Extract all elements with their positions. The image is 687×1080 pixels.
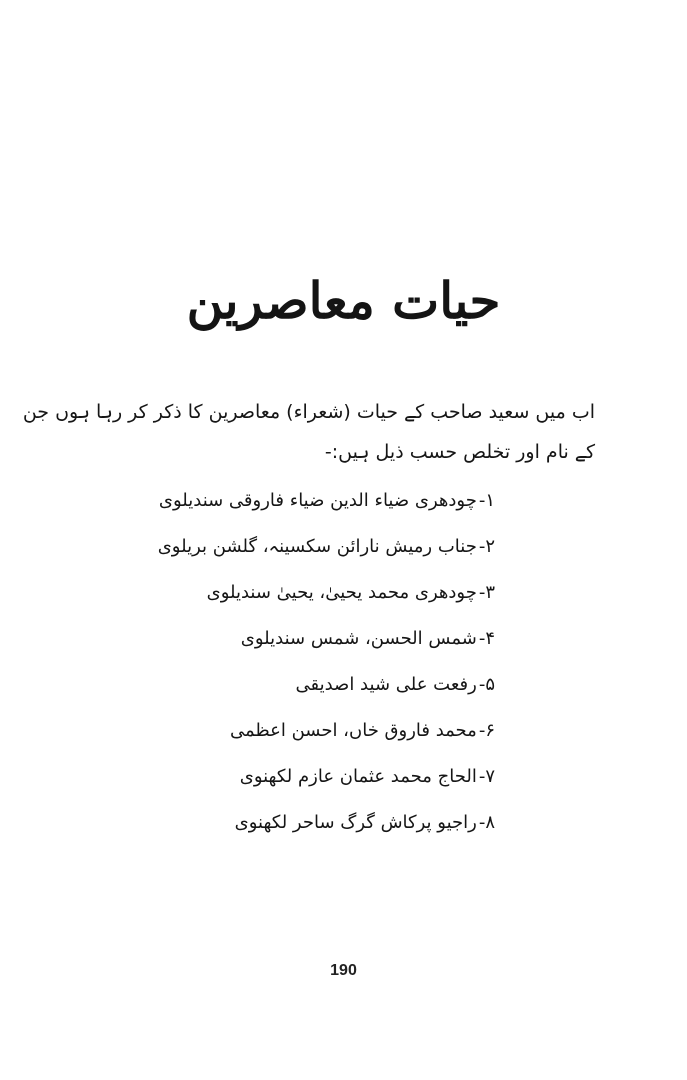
list-item	[95, 754, 495, 800]
list-item	[95, 524, 495, 570]
list-item-text: راجیو پرکاش گرگ ساحر لکھنوی	[234, 812, 477, 833]
list-item-number: ۲-	[478, 536, 495, 557]
intro-paragraph	[22, 392, 595, 472]
list-item	[95, 708, 495, 754]
list-item	[95, 662, 495, 708]
list-item	[95, 616, 495, 662]
list-item-text: جناب رمیش نارائن سکسینہ، گلشن بریلوی	[157, 536, 477, 557]
list-item-number: ۸-	[478, 812, 495, 833]
list-item	[95, 478, 495, 524]
poets-list	[95, 478, 495, 846]
list-item-number: ۳-	[478, 582, 495, 603]
page-title: حیات معاصرین	[186, 271, 501, 330]
list-item-text: شمس الحسن، شمس سندیلوی	[240, 628, 477, 649]
list-item-number: ۷-	[478, 766, 495, 787]
list-item-text: چودھری ضیاء الدین ضیاء فاروقی سندیلوی	[158, 490, 477, 511]
list-item	[95, 570, 495, 616]
list-item	[95, 800, 495, 846]
page-number: 190	[330, 962, 357, 979]
intro-line-2: کے نام اور تخلص حسب ذیل ہیں:-	[324, 441, 595, 463]
list-item-text: محمد فاروق خاں، احسن اعظمی	[229, 720, 477, 741]
list-item-text: الحاج محمد عثمان عازم لکھنوی	[239, 766, 477, 787]
list-item-number: ۱-	[478, 490, 495, 511]
list-item-text: چودھری محمد یحییٰ، یحییٰ سندیلوی	[206, 582, 477, 603]
list-item-number: ۵-	[478, 674, 495, 695]
list-item-number: ۶-	[478, 720, 495, 741]
intro-line-1: اب میں سعید صاحب کے حیات (شعراء) معاصرین کا ذکر کر رہا ہوں جن	[22, 401, 595, 423]
list-item-number: ۴-	[478, 628, 495, 649]
list-item-text: رفعت علی شید اصدیقی	[295, 674, 477, 695]
